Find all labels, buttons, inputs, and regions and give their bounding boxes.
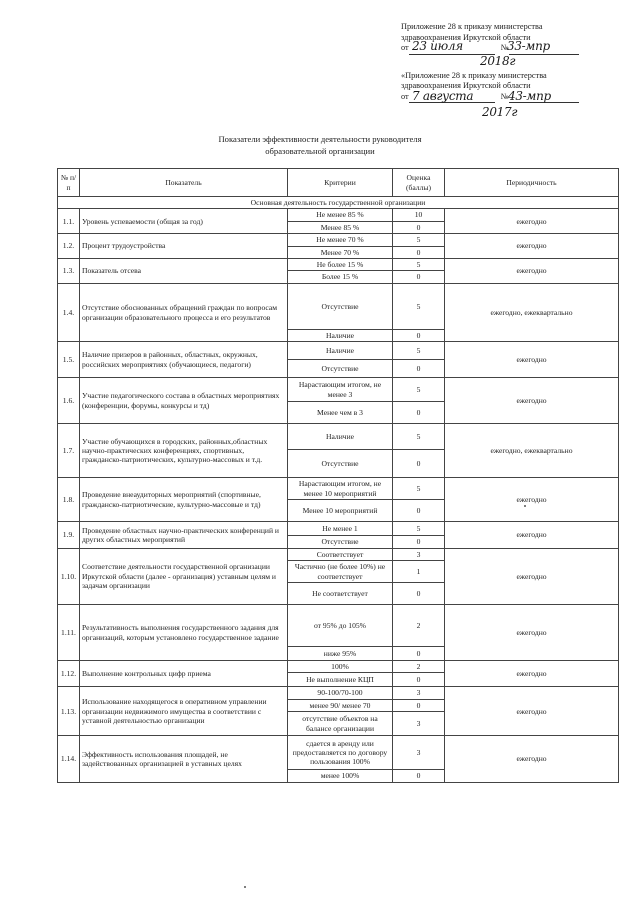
period-cell: ежегодно bbox=[445, 259, 619, 284]
score-cell: 5 bbox=[393, 378, 445, 402]
from-label: от bbox=[401, 91, 409, 101]
score-cell: 0 bbox=[393, 402, 445, 424]
title-line2: образовательной организации bbox=[265, 145, 375, 156]
section-title: Основная деятельность государственной организации bbox=[58, 197, 619, 209]
score-cell: 3 bbox=[393, 736, 445, 770]
indicators-table bbox=[57, 168, 619, 783]
from-label: от bbox=[401, 43, 409, 52]
header-score: Оценка (баллы) bbox=[393, 169, 445, 197]
appendix-prev-line1: «Приложение 28 к приказу министерства bbox=[401, 70, 547, 80]
indicator-text: Соответствие деятельности государственной организации Иркутской области (далее - организация) уставным целям и задачам организации bbox=[80, 548, 288, 604]
period-cell: ежегодно bbox=[445, 234, 619, 259]
table-row bbox=[58, 687, 619, 699]
number-label: № bbox=[500, 43, 509, 52]
score-cell: 0 bbox=[393, 360, 445, 378]
criteria-cell: Наличие bbox=[288, 329, 393, 341]
criteria-cell: Отсутствие bbox=[288, 450, 393, 478]
handwritten-date-2: 7 августа bbox=[412, 89, 474, 103]
row-number: 1.9. bbox=[58, 522, 80, 548]
table-row bbox=[58, 209, 619, 221]
indicator-text: Участие педагогического состава в областных мероприятиях (конференции, форумы, конкурсы и тд) bbox=[80, 378, 288, 424]
indicator-text: Участие обучающихся в городских, районных,областных научно-практических конференциях, спортивных, гражданско-патриотических, культурно-массовых и т.д. bbox=[80, 424, 288, 478]
criteria-cell: от 95% до 105% bbox=[288, 605, 393, 647]
criteria-cell: Менее 85 % bbox=[288, 221, 393, 233]
criteria-cell: Не выполнение КЦП bbox=[288, 673, 393, 687]
indicator-text: Результативность выполнения государственного задания для организаций, которым установлено государственное задание bbox=[80, 605, 288, 661]
row-number: 1.13. bbox=[58, 687, 80, 736]
indicator-text: Выполнение контрольных цифр приема bbox=[80, 661, 288, 687]
criteria-cell: сдается в аренду или предоставляется по договору пользования 100% bbox=[288, 736, 393, 770]
row-number: 1.4. bbox=[58, 283, 80, 341]
criteria-cell: Менее 70 % bbox=[288, 246, 393, 258]
score-cell: 0 bbox=[393, 221, 445, 233]
criteria-cell: отсутствие объектов на балансе организации bbox=[288, 712, 393, 736]
criteria-cell: Не менее 85 % bbox=[288, 209, 393, 221]
scan-speck bbox=[524, 505, 526, 507]
table-row bbox=[58, 548, 619, 560]
score-cell: 0 bbox=[393, 271, 445, 283]
criteria-cell: Менее 10 мероприятий bbox=[288, 500, 393, 522]
period-cell: ежегодно bbox=[445, 687, 619, 736]
period-cell: ежегодно bbox=[445, 605, 619, 661]
row-number: 1.11. bbox=[58, 605, 80, 661]
table-row bbox=[58, 522, 619, 536]
criteria-cell: Менее чем в 3 bbox=[288, 402, 393, 424]
score-cell: 5 bbox=[393, 234, 445, 246]
period-cell: ежегодно bbox=[445, 548, 619, 604]
criteria-cell: Нарастающим итогом, не менее 3 bbox=[288, 378, 393, 402]
score-cell: 5 bbox=[393, 424, 445, 450]
score-cell: 1 bbox=[393, 561, 445, 583]
score-cell: 0 bbox=[393, 536, 445, 548]
score-cell: 0 bbox=[393, 450, 445, 478]
handwritten-year-1: 2018г bbox=[480, 54, 516, 68]
period-cell: ежегодно bbox=[445, 342, 619, 378]
appendix-line1: Приложение 28 к приказу министерства bbox=[401, 22, 543, 31]
indicator-text: Отсутствие обоснованных обращений граждан по вопросам организации образовательного процесса и его результатов bbox=[80, 283, 288, 341]
score-cell: 0 bbox=[393, 329, 445, 341]
score-cell: 0 bbox=[393, 647, 445, 661]
criteria-cell: Соответствует bbox=[288, 548, 393, 560]
row-number: 1.5. bbox=[58, 342, 80, 378]
header-period: Периодичность bbox=[445, 169, 619, 197]
indicator-text: Наличие призеров в районных, областных, окружных, российских мероприятиях (обучающиеся, педагоги) bbox=[80, 342, 288, 378]
header-num: № п/п bbox=[58, 169, 80, 197]
row-number: 1.1. bbox=[58, 209, 80, 234]
handwritten-number-2: 43-мпр bbox=[508, 89, 551, 103]
criteria-cell: Нарастающим итогом, не менее 10 мероприятий bbox=[288, 478, 393, 500]
table-row bbox=[58, 661, 619, 673]
indicator-text: Уровень успеваемости (общая за год) bbox=[80, 209, 288, 234]
period-cell: ежегодно bbox=[445, 522, 619, 548]
row-number: 1.7. bbox=[58, 424, 80, 478]
table-row bbox=[58, 234, 619, 246]
row-number: 1.8. bbox=[58, 478, 80, 522]
score-cell: 5 bbox=[393, 522, 445, 536]
criteria-cell: менее 100% bbox=[288, 770, 393, 782]
document-title bbox=[0, 134, 640, 157]
score-cell: 0 bbox=[393, 583, 445, 605]
criteria-cell: ниже 95% bbox=[288, 647, 393, 661]
table-row bbox=[58, 736, 619, 770]
table-row bbox=[58, 259, 619, 271]
score-cell: 0 bbox=[393, 770, 445, 782]
period-cell: ежегодно, ежеквартально bbox=[445, 283, 619, 341]
score-cell: 0 bbox=[393, 246, 445, 258]
score-cell: 0 bbox=[393, 673, 445, 687]
row-number: 1.3. bbox=[58, 259, 80, 284]
score-cell: 2 bbox=[393, 605, 445, 647]
criteria-cell: 90-100/70-100 bbox=[288, 687, 393, 699]
score-cell: 3 bbox=[393, 712, 445, 736]
handwritten-year-2: 2017г bbox=[482, 105, 518, 119]
criteria-cell: 100% bbox=[288, 661, 393, 673]
row-number: 1.12. bbox=[58, 661, 80, 687]
period-cell: ежегодно bbox=[445, 378, 619, 424]
section-row bbox=[58, 197, 619, 209]
handwritten-number-1: 33-мпр bbox=[507, 39, 550, 53]
table-row bbox=[58, 478, 619, 500]
score-cell: 5 bbox=[393, 342, 445, 360]
number-label: № bbox=[500, 91, 509, 101]
indicator-text: Показатель отсева bbox=[80, 259, 288, 284]
criteria-cell: Не соответствует bbox=[288, 583, 393, 605]
period-cell: ежегодно bbox=[445, 478, 619, 522]
table-row bbox=[58, 605, 619, 647]
score-cell: 0 bbox=[393, 699, 445, 711]
criteria-cell: Не менее 1 bbox=[288, 522, 393, 536]
row-number: 1.2. bbox=[58, 234, 80, 259]
indicator-text: Проведение областных научно-практических конференций и других областных мероприятий bbox=[80, 522, 288, 548]
criteria-cell: Отсутствие bbox=[288, 283, 393, 329]
header-criteria: Критерии bbox=[288, 169, 393, 197]
row-number: 1.10. bbox=[58, 548, 80, 604]
period-cell: ежегодно bbox=[445, 736, 619, 782]
score-cell: 10 bbox=[393, 209, 445, 221]
appendix-prev-line2: здравоохранения Иркутской области bbox=[401, 81, 531, 90]
criteria-cell: Наличие bbox=[288, 424, 393, 450]
period-cell: ежегодно bbox=[445, 209, 619, 234]
row-number: 1.14. bbox=[58, 736, 80, 782]
criteria-cell: Отсутствие bbox=[288, 360, 393, 378]
score-cell: 5 bbox=[393, 478, 445, 500]
criteria-cell: менее 90/ менее 70 bbox=[288, 699, 393, 711]
handwritten-date-1: 23 июля bbox=[412, 39, 463, 53]
criteria-cell: Не менее 70 % bbox=[288, 234, 393, 246]
table-row bbox=[58, 342, 619, 360]
score-cell: 3 bbox=[393, 687, 445, 699]
criteria-cell: Более 15 % bbox=[288, 271, 393, 283]
criteria-cell: Отсутствие bbox=[288, 536, 393, 548]
table-row bbox=[58, 424, 619, 450]
table-header-row bbox=[58, 169, 619, 197]
indicator-text: Эффективность использования площадей, не задействованных организацией в уставных целях bbox=[80, 736, 288, 782]
row-number: 1.6. bbox=[58, 378, 80, 424]
title-line1: Показатели эффективности деятельности руководителя bbox=[218, 134, 422, 144]
indicator-text: Процент трудоустройства bbox=[80, 234, 288, 259]
score-cell: 3 bbox=[393, 548, 445, 560]
score-cell: 0 bbox=[393, 500, 445, 522]
header-indicator: Показатель bbox=[80, 169, 288, 197]
period-cell: ежегодно, ежеквартально bbox=[445, 424, 619, 478]
score-cell: 5 bbox=[393, 259, 445, 271]
indicator-text: Проведение внеаудиторных мероприятий (спортивные, гражданско-патриотические, культурно-массовые и тд) bbox=[80, 478, 288, 522]
table-row bbox=[58, 283, 619, 329]
scan-speck bbox=[244, 886, 246, 888]
criteria-cell: Частично (не более 10%) не соответствует bbox=[288, 561, 393, 583]
indicator-text: Использование находящегося в оперативном управлении организации недвижимого имущества в соответствии с уставной деятельностью организации bbox=[80, 687, 288, 736]
score-cell: 5 bbox=[393, 283, 445, 329]
criteria-cell: Наличие bbox=[288, 342, 393, 360]
period-cell: ежегодно bbox=[445, 661, 619, 687]
score-cell: 2 bbox=[393, 661, 445, 673]
criteria-cell: Не более 15 % bbox=[288, 259, 393, 271]
appendix-line2: здравоохранения Иркутской области bbox=[401, 32, 531, 42]
table-row bbox=[58, 378, 619, 402]
